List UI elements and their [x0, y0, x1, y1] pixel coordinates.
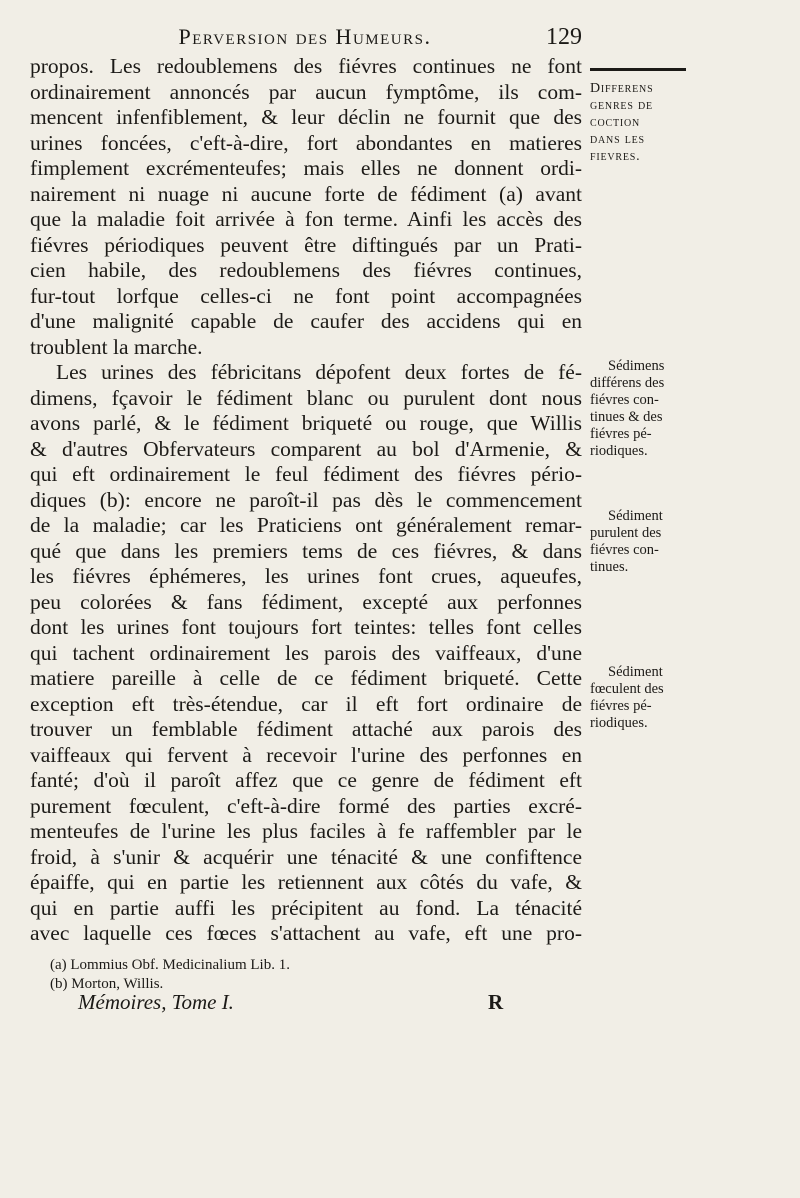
text-line: & d'autres Obfervateurs comparent au bol d'Armenie, &: [30, 436, 582, 461]
header-rule: [590, 68, 686, 71]
text-line: fimplement excrémenteufes; mais elles ne donnent ordi-: [30, 156, 582, 180]
margin-note-line: riodiques.: [590, 715, 648, 731]
text-line: les fiévres éphémeres, les urines font crues, aqueufes,: [30, 564, 582, 588]
margin-note-line: tinues & des: [590, 409, 663, 425]
text-line: diques (b): encore ne paroît-il pas dès le commencement: [30, 487, 582, 512]
gathering-signature: R: [488, 990, 504, 1014]
text-line: fanté; d'où il paroît affez que ce genre de fédiment eft: [30, 768, 582, 792]
margin-note-sediments: [590, 358, 690, 460]
running-title: Perversion des Humeurs.: [178, 24, 432, 49]
footnote: (a) Lommius Obf. Medicinalium Lib. 1.: [50, 957, 290, 973]
text-line: troublent la marche.: [30, 334, 203, 359]
text-line: purement fœculent, c'eft-à-dire formé des parties excré-: [30, 793, 582, 818]
margin-note-coction: [590, 80, 690, 165]
footnote: (b) Morton, Willis.: [50, 976, 164, 992]
margin-note-purulent: [590, 508, 690, 576]
text-line: ordinairement annoncés par aucun fymptôme, ils com-: [30, 79, 582, 104]
margin-note-line: fiévres pé-: [590, 698, 652, 714]
text-line: exception eft très-étendue, car il eft fort ordinaire de: [30, 691, 582, 716]
text-line: froid, à s'unir & acquérir une ténacité & une confiftence: [30, 844, 582, 869]
text-line: peu colorées & fans fédiment, excepté aux perfonnes: [30, 589, 582, 614]
text-line: qui en partie auffi les précipitent au fond. La ténacité: [30, 895, 582, 920]
text-line: trouver un femblable fédiment attaché aux parois des: [30, 717, 582, 741]
text-line: cien habile, des redoublemens des fiévres continues,: [30, 258, 582, 282]
footnotes: [50, 956, 550, 994]
text-line: vaiffeaux qui fervent à recevoir l'urine des perfonnes en: [30, 742, 582, 767]
margin-note-line: dans les: [590, 132, 645, 147]
text-line: fiévres périodiques peuvent être diftingués par un Prati-: [30, 232, 582, 257]
margin-note-line: différens des: [590, 375, 665, 391]
main-text: [30, 54, 582, 947]
text-line: urines foncées, c'eft-à-dire, fort abondantes en matieres: [30, 130, 582, 155]
margin-note-line: Differens: [590, 81, 654, 96]
text-line: dimens, fçavoir le fédiment blanc ou purulent dont nous: [30, 385, 582, 410]
margin-note-line: fiévres pé-: [590, 426, 652, 442]
margin-note-line: coction: [590, 115, 641, 130]
margin-note-foeculent: [590, 664, 690, 732]
margin-note-line: fœculent des: [590, 681, 664, 697]
page-number: 129: [546, 24, 582, 50]
text-line: épaiffe, qui en partie les retiennent aux côtés du vafe, &: [30, 870, 582, 894]
signature-line: [78, 990, 518, 1015]
text-line: dont les urines font toujours fort teintes: telles font celles: [30, 615, 582, 639]
margin-note-line: Sédiment: [608, 664, 663, 680]
text-line: de la maladie; car les Praticiens ont généralement remar-: [30, 513, 582, 537]
text-line: mencent infenfiblement, & leur déclin ne fournit que des: [30, 105, 582, 129]
margin-note-line: fiévres con-: [590, 392, 659, 408]
text-line: que la maladie foit arrivée à fon terme. Ainfi les accès des: [30, 207, 582, 231]
text-line: d'une malignité capable de caufer des accidens qui en: [30, 309, 582, 333]
text-line: fur-tout lorfque celles-ci ne font point accompagnées: [30, 283, 582, 308]
margin-note-line: riodiques.: [590, 443, 648, 459]
margin-note-line: tinues.: [590, 559, 629, 575]
text-line: matiere pareille à celle de ce fédiment briqueté. Cette: [30, 666, 582, 690]
margin-note-line: purulent des: [590, 525, 662, 541]
margin-note-line: fiévres con-: [590, 542, 659, 558]
volume-signature: Mémoires, Tome I.: [78, 990, 234, 1014]
text-line: Les urines des fébricitans dépofent deux fortes de fé-: [56, 360, 582, 384]
text-line: qui eft ordinairement le feul fédiment des fiévres pério-: [30, 462, 582, 486]
text-line: menteufes de l'urine les plus faciles à fe raffembler par le: [30, 819, 582, 843]
text-line: qué que dans les premiers tems de ces fiévres, & dans: [30, 538, 582, 563]
margin-note-line: fievres.: [590, 149, 641, 164]
margin-note-line: Sédimens: [608, 358, 665, 374]
margin-note-line: genres de: [590, 98, 653, 113]
text-line: avons parlé, & le fédiment briqueté ou rouge, que Willis: [30, 411, 582, 435]
text-line: qui tachent ordinairement les parois des vaiffeaux, d'une: [30, 640, 582, 665]
text-line: propos. Les redoublemens des fiévres continues ne font: [30, 54, 582, 78]
text-line: nairement ni nuage ni aucune forte de fédiment (a) avant: [30, 181, 582, 206]
margin-note-line: Sédiment: [608, 508, 663, 524]
text-line: avec laquelle ces fœces s'attachent au vafe, eft une pro-: [30, 921, 582, 945]
